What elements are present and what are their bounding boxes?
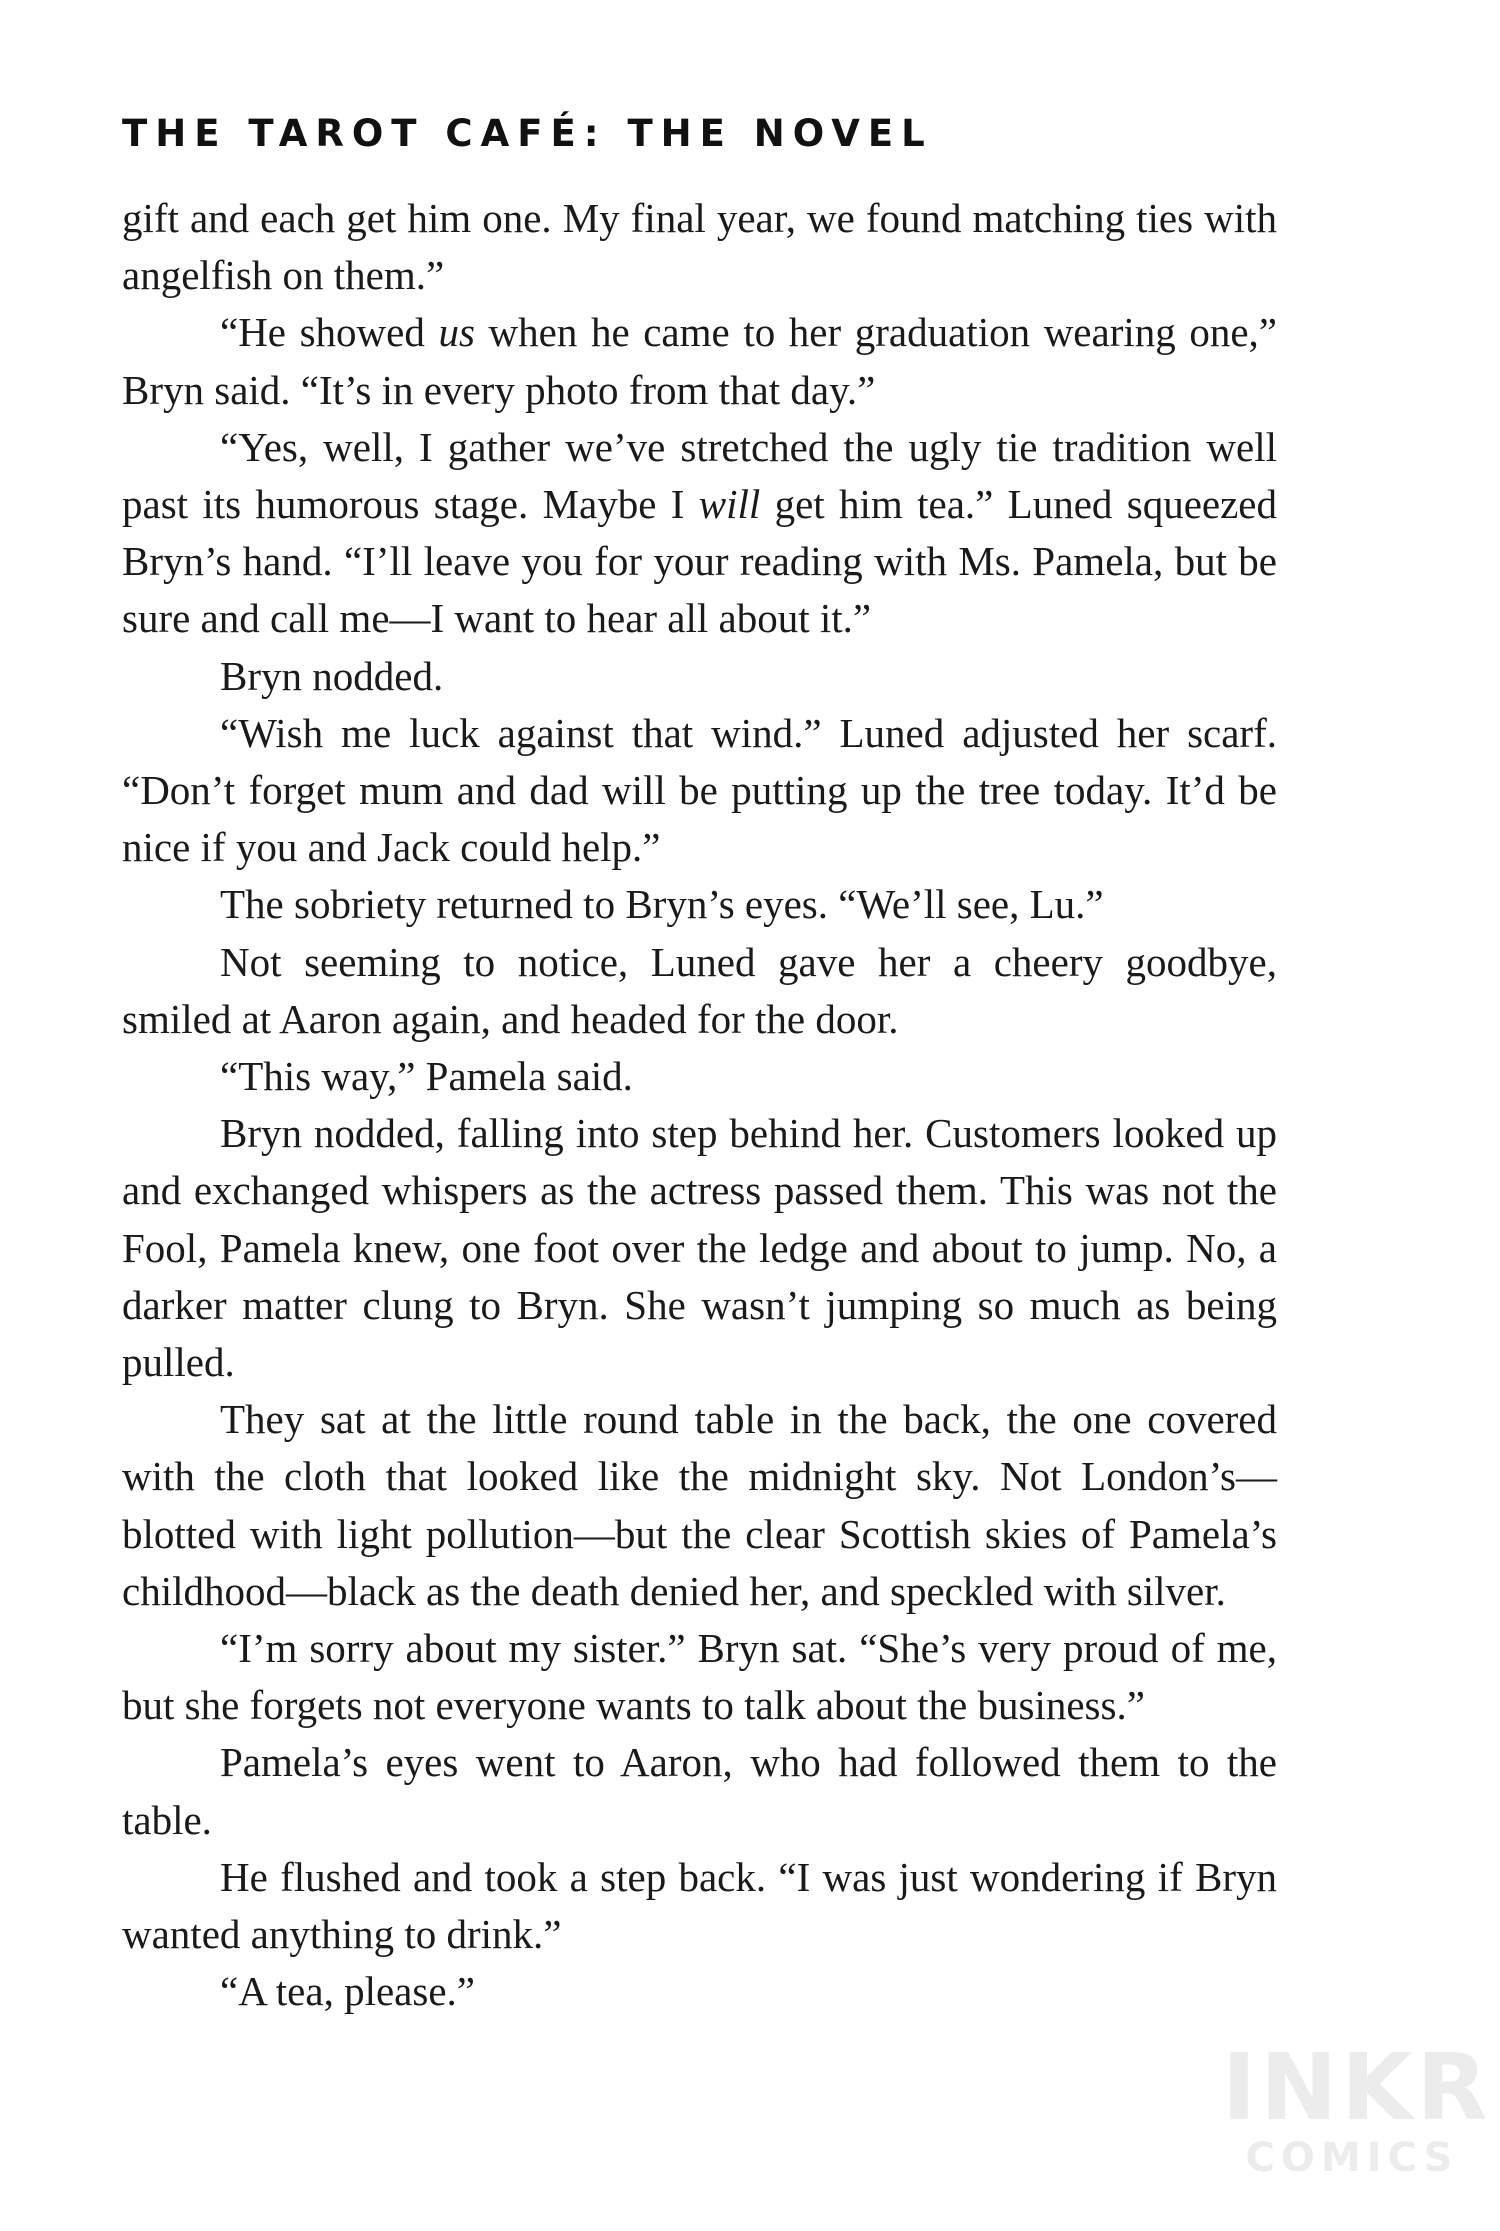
page-body-text: [122, 190, 1277, 2021]
paragraph: [122, 705, 1277, 877]
watermark-logo: INKR: [1222, 2034, 1492, 2141]
paragraph-text: Bryn nodded.: [220, 652, 444, 699]
paragraph-text: He flushed and took a step back. “I was just wondering if Bryn wanted anything to drink.”: [122, 1853, 1277, 1958]
paragraph-text: The sobriety returned to Bryn’s eyes. “We’ll see, Lu.”: [220, 881, 1104, 928]
paragraph-text: “I’m sorry about my sister.” Bryn sat. “She’s very proud of me, but she forgets not everyone wants to talk about the business.”: [122, 1625, 1277, 1729]
running-head-title: THE TAROT CAFÉ: THE NOVEL: [122, 112, 933, 155]
paragraph: [122, 1734, 1277, 1848]
paragraph: [122, 1391, 1277, 1620]
paragraph-text: “He showed: [220, 309, 439, 356]
italic-text: us: [438, 309, 475, 356]
paragraph-text: when he came to her graduation wearing one,” Bryn said. “It’s in every photo from that day.”: [122, 309, 1277, 413]
paragraph: [122, 1105, 1277, 1391]
paragraph: [122, 419, 1277, 648]
paragraph-text: “This way,” Pamela said.: [220, 1053, 633, 1100]
paragraph-text: get him tea.” Luned squeezed Bryn’s hand. “I’ll leave you for your reading with Ms. Pamela, but be sure and call me—I want to hear all about it.”: [122, 481, 1277, 642]
paragraph: [122, 1048, 1277, 1105]
paragraph-text: They sat at the little round table in the back, the one covered with the cloth that looked like the midnight sky. Not London’s—blotted with light pollution—but the clear Scottish skies of Pamela’s childhood—black as the death denied her, and speckled with silver.: [122, 1396, 1277, 1614]
paragraph-text: “Yes, well, I gather we’ve stretched the ugly tie tradition well past its humorous stage. Maybe I: [122, 423, 1277, 528]
italic-text: will: [698, 481, 761, 528]
paragraph-text: Pamela’s eyes went to Aaron, who had followed them to the table.: [122, 1739, 1277, 1843]
paragraph: [122, 934, 1277, 1048]
paragraph: [122, 1620, 1277, 1734]
inkr-comics-watermark: [1222, 2034, 1492, 2181]
paragraph-text: “Wish me luck against that wind.” Luned adjusted her scarf. “Don’t forget mum and dad will be putting up the tree today. It’d be nice if you and Jack could help.”: [122, 709, 1277, 871]
paragraph-text: gift and each get him one. My final year, we found matching ties with angelfish on them.”: [122, 195, 1277, 299]
paragraph-text: Not seeming to notice, Luned gave her a cheery goodbye, smiled at Aaron again, and headed for the door.: [122, 938, 1277, 1042]
watermark-subtitle: COMICS: [1245, 2135, 1459, 2181]
paragraph: [122, 304, 1277, 418]
paragraph: [122, 1849, 1277, 1963]
paragraph-text: “A tea, please.”: [220, 1968, 475, 2015]
paragraph: [122, 876, 1277, 933]
paragraph: [122, 1963, 1277, 2020]
paragraph: [122, 648, 1277, 705]
paragraph-text: Bryn nodded, falling into step behind her. Customers looked up and exchanged whispers as the actress passed them. This was not the Fool, Pamela knew, one foot over the ledge and about to jump. No, a darker matter clung to Bryn. She wasn’t jumping so much as being pulled.: [122, 1110, 1277, 1386]
paragraph: [122, 190, 1277, 304]
